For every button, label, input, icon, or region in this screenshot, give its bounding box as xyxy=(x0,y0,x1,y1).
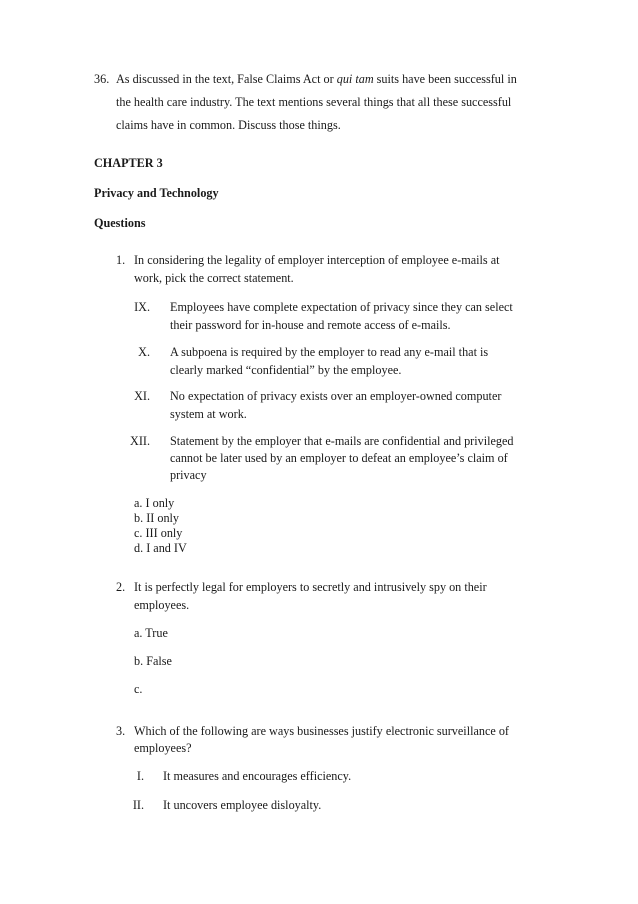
chapter-heading: CHAPTER 3 xyxy=(94,156,163,170)
q1-option: a. I only xyxy=(134,496,175,510)
q1-statement-numeral: XII. xyxy=(130,434,150,448)
q1-option: c. III only xyxy=(134,526,183,540)
q1-statement-line: their password for in-house and remote access of e-mails. xyxy=(170,318,451,332)
q3-statement-numeral: II. xyxy=(132,798,144,812)
q3-line-2: employees? xyxy=(134,741,192,755)
q36-line-3: claims have in common. Discuss those things. xyxy=(116,118,341,132)
q3-line-1: Which of the following are ways businesses justify electronic surveillance of xyxy=(134,724,509,738)
q2-number: 2. xyxy=(116,580,126,594)
q2-option: c. xyxy=(134,682,143,696)
q1-option: b. II only xyxy=(134,511,180,525)
q1-statement-line: No expectation of privacy exists over an employer-owned computer xyxy=(170,389,502,403)
q2-line-2: employees. xyxy=(134,598,190,612)
q36-text-after-italic: suits have been successful in xyxy=(373,72,517,86)
q36-number: 36. xyxy=(94,72,110,86)
q1-line-2: work, pick the correct statement. xyxy=(134,271,294,285)
q1-line-1: In considering the legality of employer interception of employee e-mails at xyxy=(134,253,500,267)
q2-option: b. False xyxy=(134,654,172,668)
q36-text-before-italic: As discussed in the text, False Claims Act or xyxy=(116,72,337,86)
q2-line-1: It is perfectly legal for employers to secretly and intrusively spy on their xyxy=(134,580,487,594)
q1-option: d. I and IV xyxy=(134,541,187,555)
q1-statement-line: system at work. xyxy=(170,407,247,421)
q1-statement-line: cannot be later used by an employer to defeat an employee’s claim of xyxy=(170,451,508,465)
q1-statement-line: privacy xyxy=(170,468,207,482)
q36-italic-term: qui tam xyxy=(336,72,374,86)
questions-heading: Questions xyxy=(94,216,146,230)
q3-number: 3. xyxy=(116,724,126,738)
q1-statement-line: Employees have complete expectation of privacy since they can select xyxy=(170,300,513,314)
q1-number: 1. xyxy=(116,253,126,267)
chapter-title: Privacy and Technology xyxy=(94,186,219,200)
q36-line-1 xyxy=(116,72,517,87)
q36-line-2: the health care industry. The text mentions several things that all these successful xyxy=(116,95,512,109)
q2-option: a. True xyxy=(134,626,168,640)
q1-statement-line: clearly marked “confidential” by the employee. xyxy=(170,363,402,377)
q1-statement-numeral: X. xyxy=(138,345,150,359)
q1-statement-numeral: IX. xyxy=(134,300,150,314)
q3-statement-numeral: I. xyxy=(136,769,144,783)
q1-statement-line: Statement by the employer that e-mails are confidential and privileged xyxy=(170,434,514,448)
q1-statement-line: A subpoena is required by the employer to read any e-mail that is xyxy=(170,345,489,359)
q3-statement-text: It uncovers employee disloyalty. xyxy=(163,798,322,812)
q1-statement-numeral: XI. xyxy=(134,389,150,403)
q3-statement-text: It measures and encourages efficiency. xyxy=(163,769,352,783)
